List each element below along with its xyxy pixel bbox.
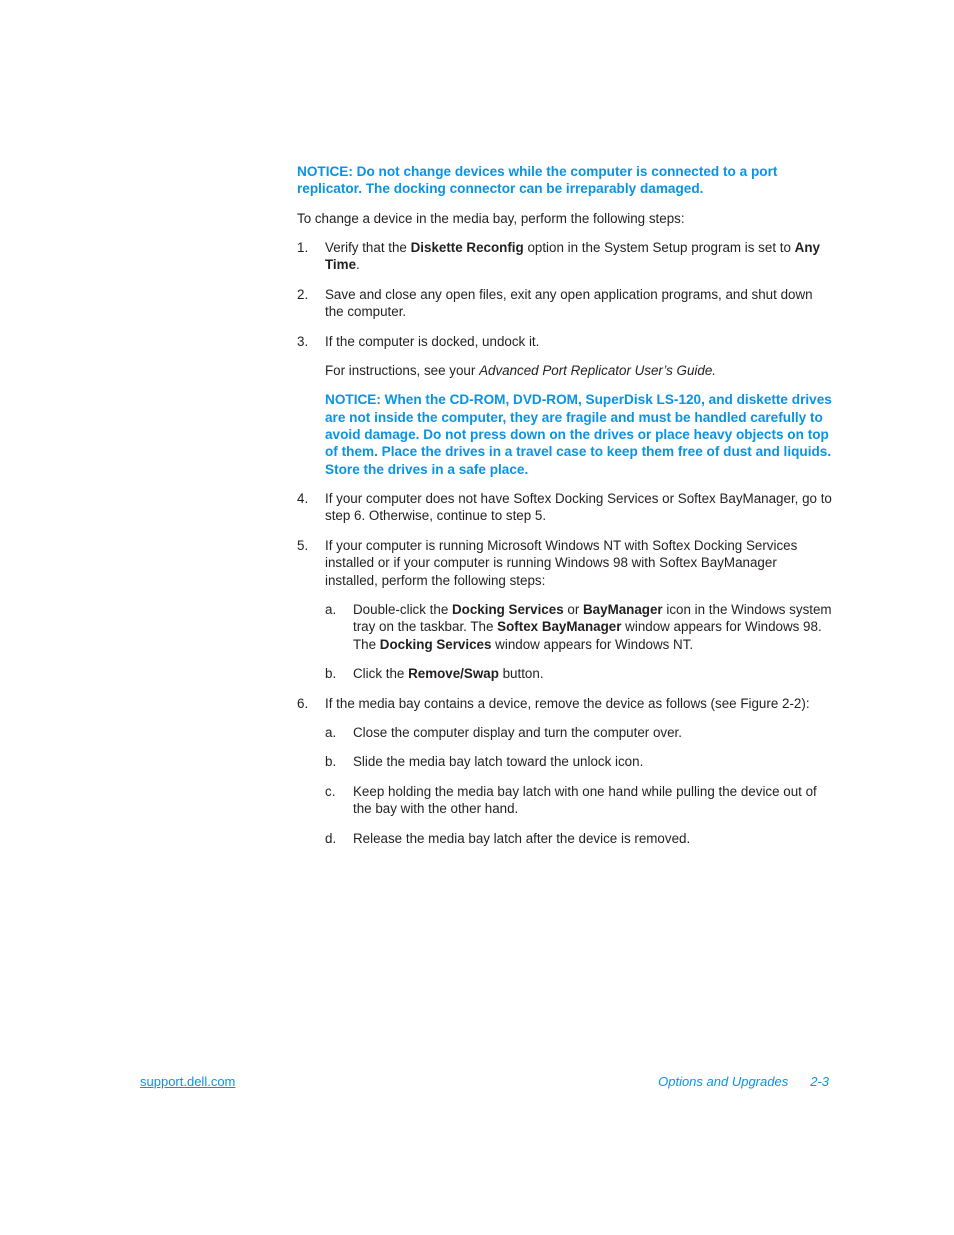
step-1: 1. Verify that the Diskette Reconfig option in the System Setup program is set to Any Time.	[297, 240, 820, 273]
substep-letter: d.	[325, 830, 337, 846]
step-6c	[325, 783, 832, 818]
substep-letter: a.	[325, 601, 337, 617]
step-number: 4.	[297, 490, 309, 506]
guide-title: Advanced Port Replicator User’s Guide.	[479, 363, 716, 379]
substep-letter: b.	[325, 754, 337, 770]
substep-letter: a.	[325, 724, 337, 740]
step-text: If the computer is docked, undock it.	[325, 333, 540, 349]
step-6d	[325, 830, 832, 847]
step-6	[297, 695, 832, 712]
substep-letter: b.	[325, 666, 337, 682]
step-text: If your computer does not have Softex Docking Services or Softex BayManager, go to step 6. Otherwise, continue to step 5.	[325, 490, 832, 524]
notice-port-replicator: NOTICE: Do not change devices while the computer is connected to a port replicator. The docking connector can be irreparably damaged.	[297, 164, 778, 197]
diskette-reconfig-label: Diskette Reconfig	[410, 240, 524, 255]
step-5b: b. Click the Remove/Swap button.	[325, 666, 544, 682]
substep-text: Keep holding the media bay latch with one hand while pulling the device out of the bay with the other hand.	[353, 783, 817, 817]
support-link[interactable]: support.dell.com	[140, 1074, 236, 1089]
remove-swap-label: Remove/Swap	[408, 666, 499, 682]
step-number: 5.	[297, 537, 309, 553]
section-title: Options and Upgrades	[658, 1074, 789, 1089]
any-time-label: Any Time	[325, 240, 820, 273]
substep-text: Release the media bay latch after the device is removed.	[353, 830, 691, 846]
step-2	[297, 286, 832, 321]
step-text: If the media bay contains a device, remove the device as follows (see Figure 2-2):	[325, 695, 810, 711]
step-number: 6.	[297, 695, 309, 711]
step-4	[297, 490, 832, 525]
step-number: 1.	[297, 240, 309, 255]
intro-text: To change a device in the media bay, perform the following steps:	[297, 210, 685, 226]
step-5	[297, 537, 832, 589]
step-text: Save and close any open files, exit any open application programs, and shut down the computer.	[325, 286, 813, 320]
step-6b	[325, 753, 832, 770]
step-number: 2.	[297, 286, 309, 302]
step-number: 3.	[297, 333, 309, 349]
notice-fragile-drives: NOTICE: When the CD-ROM, DVD-ROM, SuperDisk LS-120, and diskette drives are not inside the computer, they are fragile and must be handled carefully to avoid damage. Do not press down on the drives or place heavy objects on top of them. Place the drives in a travel case to keep them free of dust and liquids. Store the drives in a safe place.	[325, 392, 832, 477]
substep-text: Close the computer display and turn the computer over.	[353, 724, 682, 740]
substep-letter: c.	[325, 783, 336, 799]
instructions-reference: For instructions, see your Advanced Port Replicator User’s Guide.	[325, 363, 716, 379]
substep-text: Slide the media bay latch toward the unlock icon.	[353, 754, 644, 770]
step-text: If your computer is running Microsoft Windows NT with Softex Docking Services installed or if your computer is running Windows 98 with Softex BayManager installed, perform the following steps:	[325, 537, 798, 588]
main-content	[297, 163, 832, 859]
page-footer	[658, 1073, 829, 1090]
step-3	[297, 333, 832, 350]
step-5a: a. Double-click the Docking Services or BayManager icon in the Windows system tray on the taskbar. The Softex BayManager window appears for Windows 98. The Docking Services window appears for Windows NT.	[325, 601, 832, 652]
step-6a	[325, 724, 832, 741]
page-number: 2-3	[810, 1074, 829, 1089]
